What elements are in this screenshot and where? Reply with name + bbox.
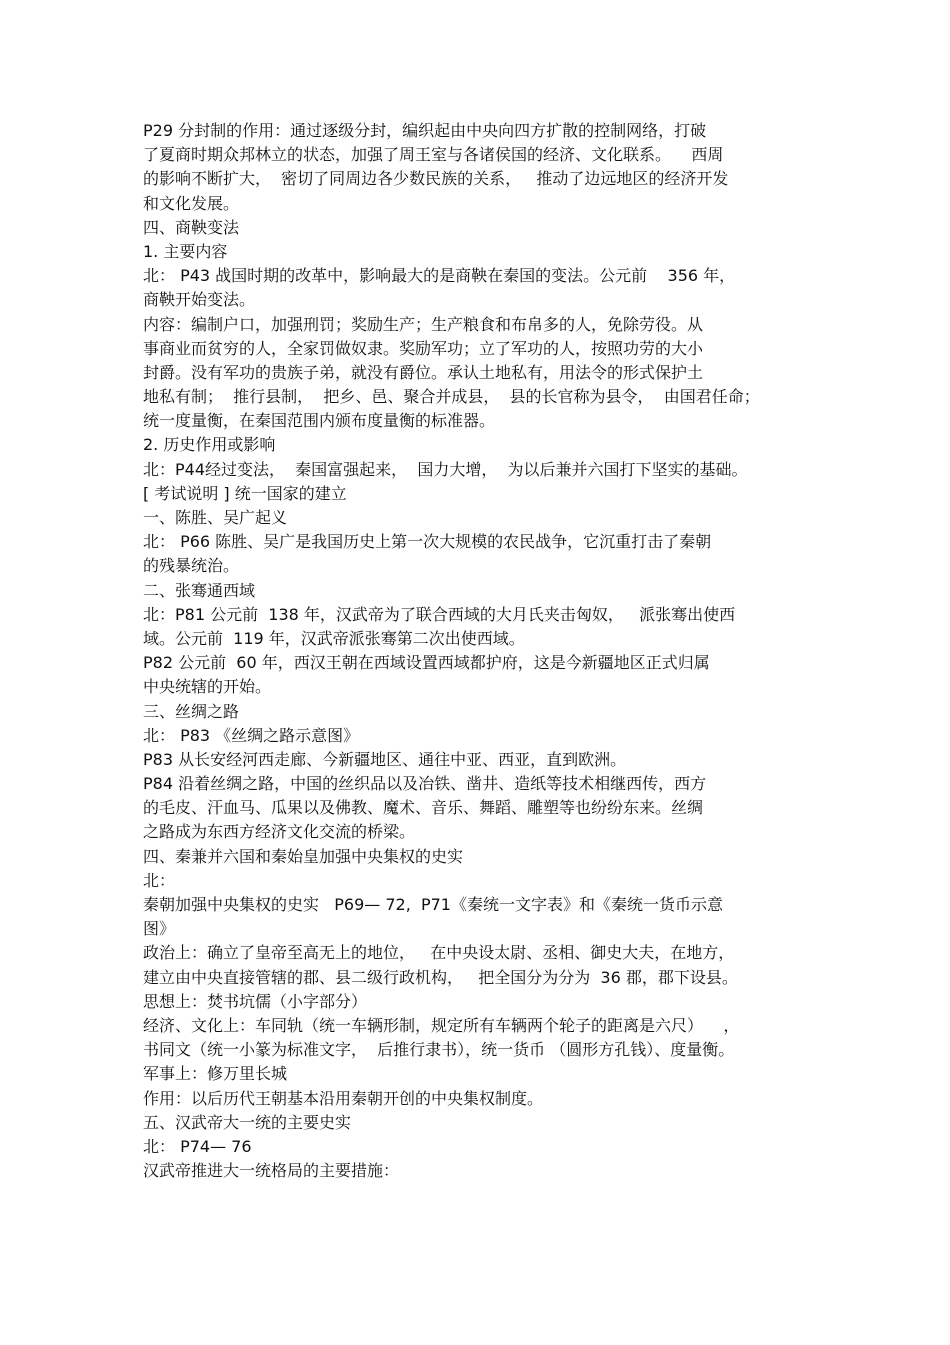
text-line: 和文化发展。 bbox=[143, 193, 240, 213]
section-heading: [ 考试说明 ] 统一国家的建立 bbox=[143, 483, 347, 503]
text-line: 书同文（统一小篆为标准文字， 后推行隶书），统一货币 （圆形方孔钱）、度量衡。 bbox=[143, 1040, 735, 1060]
text-line: 政治上：确立了皇帝至高无上的地位， 在中央设太尉、丞相、御史大夫，在地方， bbox=[143, 943, 735, 963]
text-line: 封爵。没有军功的贵族子弟，就没有爵位。承认土地私有，用法令的形式保护土 bbox=[143, 362, 704, 382]
text-line: 了夏商时期众邦林立的状态，加强了周王室与各诸侯国的经济、文化联系。 西周 bbox=[143, 145, 724, 165]
text-line: 秦朝加强中央集权的史实 P69— 72, P71《秦统一文字表》和《秦统一货币示意 bbox=[143, 895, 723, 914]
text-line: P83 从长安经河西走廊、今新疆地区、通往中亚、西亚，直到欧洲。 bbox=[143, 749, 627, 769]
text-line: 北： P66 陈胜、吴广是我国历史上第一次大规模的农民战争，它沉重打击了秦朝 bbox=[143, 532, 712, 552]
section-heading: 四、商鞅变法 bbox=[143, 217, 240, 237]
text-line: 的影响不断扩大， 密切了同周边各少数民族的关系， 推动了边远地区的经济开发 bbox=[143, 169, 729, 189]
text-line: 商鞅开始变法。 bbox=[143, 290, 256, 310]
text-line: 北： bbox=[143, 870, 176, 890]
text-line: 北：P81 公元前 138 年，汉武帝为了联合西域的大月氏夹击匈奴， 派张骞出使西 bbox=[143, 604, 736, 624]
subsection-heading: 2. 历史作用或影响 bbox=[143, 435, 276, 455]
subsection-heading: 1. 主要内容 bbox=[143, 241, 228, 261]
text-line: 的残暴统治。 bbox=[143, 556, 240, 576]
text-line: 统一度量衡，在秦国范围内颁布度量衡的标准器。 bbox=[143, 411, 496, 431]
text-line: P82 公元前 60 年，西汉王朝在西域设置西域都护府，这是今新疆地区正式归属 bbox=[143, 653, 710, 673]
text-line: 北： P74— 76 bbox=[143, 1136, 252, 1156]
text-line: 建立由中央直接管辖的郡、县二级行政机构， 把全国分为分为 36 郡，郡下设县。 bbox=[143, 967, 738, 987]
section-heading: 三、丝绸之路 bbox=[143, 701, 240, 721]
text-line: 汉武帝推进大一统格局的主要措施： bbox=[143, 1161, 400, 1181]
section-heading: 五、汉武帝大一统的主要史实 bbox=[143, 1112, 352, 1132]
text-line: 地私有制； 推行县制， 把乡、邑、聚合并成县， 县的长官称为县令， 由国君任命； bbox=[143, 387, 760, 407]
text-line: P84 沿着丝绸之路，中国的丝织品以及冶铁、凿井、造纸等技术相继西传，西方 bbox=[143, 774, 707, 794]
text-line: 北： P83 《丝绸之路示意图》 bbox=[143, 725, 360, 745]
section-heading: 一、陈胜、吴广起义 bbox=[143, 508, 288, 527]
text-line: 图》 bbox=[143, 919, 176, 939]
text-line: 事商业而贫穷的人，全家罚做奴隶。奖励军功；立了军功的人，按照功劳的大小 bbox=[143, 338, 704, 358]
section-heading: 二、张骞通西域 bbox=[143, 580, 256, 600]
text-line: 域。公元前 119 年，汉武帝派张骞第二次出使西域。 bbox=[143, 628, 525, 648]
text-line: 北：P44经过变法， 秦国富强起来， 国力大增， 为以后兼并六国打下坚实的基础。 bbox=[143, 459, 748, 479]
document-body bbox=[143, 119, 823, 1183]
text-line: 内容：编制户口，加强刑罚；奖励生产；生产粮食和布帛多的人，免除劳役。从 bbox=[143, 314, 704, 334]
text-line: 思想上：焚书坑儒（小字部分） bbox=[143, 991, 368, 1011]
text-line: P29 分封制的作用：通过逐级分封，编织起由中央向四方扩散的控制网络，打破 bbox=[143, 121, 707, 140]
text-line: 军事上：修万里长城 bbox=[143, 1064, 288, 1084]
text-line: 之路成为东西方经济文化交流的桥梁。 bbox=[143, 822, 416, 842]
text-line: 作用：以后历代王朝基本沿用秦朝开创的中央集权制度。 bbox=[143, 1088, 544, 1108]
text-line: 的毛皮、汗血马、瓜果以及佛教、魔术、音乐、舞蹈、雕塑等也纷纷东来。丝绸 bbox=[143, 798, 704, 818]
section-heading: 四、秦兼并六国和秦始皇加强中央集权的史实 bbox=[143, 846, 464, 866]
text-line: 经济、文化上：车同轨（统一车辆形制，规定所有车辆两个轮子的距离是六尺） ， bbox=[143, 1015, 740, 1035]
text-line: 北： P43 战国时期的改革中，影响最大的是商鞅在秦国的变法。公元前 356 年， bbox=[143, 266, 736, 286]
text-line: 中央统辖的开始。 bbox=[143, 677, 272, 697]
